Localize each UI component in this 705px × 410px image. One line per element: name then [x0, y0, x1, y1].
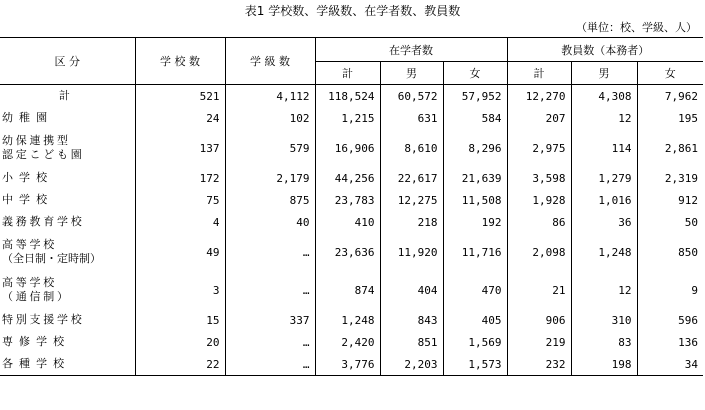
table-cell: 906	[507, 309, 571, 331]
table-cell: 3,776	[315, 353, 380, 376]
table-cell: 44,256	[315, 167, 380, 189]
table-cell: 12,270	[507, 85, 571, 108]
row-label-line: 認定こども園	[2, 148, 85, 161]
table-cell: 521	[135, 85, 225, 108]
table-cell: 22	[135, 353, 225, 376]
row-label-line: （通信制）	[2, 290, 71, 303]
header-students: 在学者数	[315, 38, 507, 62]
table-row	[0, 233, 703, 271]
table-cell: 219	[507, 331, 571, 353]
table-cell: 470	[443, 271, 507, 309]
row-label	[0, 211, 135, 233]
table-cell: 1,279	[571, 167, 637, 189]
table-cell: 1,928	[507, 189, 571, 211]
table-cell: 40	[225, 211, 315, 233]
header-classes: 学 級 数	[225, 38, 315, 85]
table-cell: 851	[380, 331, 443, 353]
header-teachers-female: 女	[637, 62, 703, 85]
table-cell: 912	[637, 189, 703, 211]
table-cell: …	[225, 353, 315, 376]
table-row	[0, 189, 703, 211]
row-label-line: 専修学校	[2, 335, 71, 348]
row-label-line: 義務教育学校	[2, 215, 85, 228]
header-kubun: 区 分	[0, 38, 135, 85]
table-cell: 75	[135, 189, 225, 211]
table-row	[0, 85, 703, 108]
table-cell: 2,319	[637, 167, 703, 189]
table-cell: 21,639	[443, 167, 507, 189]
row-label	[0, 309, 135, 331]
row-label-line: 幼稚園	[2, 111, 54, 124]
row-label	[0, 189, 135, 211]
table-cell: 136	[637, 331, 703, 353]
table-row	[0, 107, 703, 129]
row-label-line: 計	[58, 89, 73, 102]
header-students-male: 男	[380, 62, 443, 85]
table-title: 表1 学校数、学級数、在学者数、教員数	[244, 4, 461, 18]
table-cell: 137	[135, 129, 225, 167]
row-label-line: 高等学校	[2, 238, 57, 251]
table-cell: 118,524	[315, 85, 380, 108]
table-cell: 15	[135, 309, 225, 331]
row-label	[0, 331, 135, 353]
row-label	[0, 271, 135, 309]
table-cell: 579	[225, 129, 315, 167]
table-cell: 1,248	[315, 309, 380, 331]
table-cell: 232	[507, 353, 571, 376]
row-label-line: 小学校	[2, 171, 54, 184]
table-cell: …	[225, 271, 315, 309]
table-cell: 1,573	[443, 353, 507, 376]
table-cell: 404	[380, 271, 443, 309]
table-cell: 23,783	[315, 189, 380, 211]
table-cell: 83	[571, 331, 637, 353]
table-cell: 310	[571, 309, 637, 331]
table-cell: 874	[315, 271, 380, 309]
table-cell: 3,598	[507, 167, 571, 189]
table-cell: 36	[571, 211, 637, 233]
row-label-line: 幼保連携型	[2, 134, 71, 147]
table-row	[0, 331, 703, 353]
table-cell: 2,179	[225, 167, 315, 189]
table-cell: 218	[380, 211, 443, 233]
table-cell: 198	[571, 353, 637, 376]
header-teachers-male: 男	[571, 62, 637, 85]
row-label	[0, 233, 135, 271]
table-cell: 8,610	[380, 129, 443, 167]
table-cell: 114	[571, 129, 637, 167]
row-label-line: 特別支援学校	[2, 313, 85, 326]
table-row	[0, 353, 703, 376]
table-cell: 596	[637, 309, 703, 331]
table-row	[0, 271, 703, 309]
table-cell: 16,906	[315, 129, 380, 167]
table-cell: 24	[135, 107, 225, 129]
table-cell: 49	[135, 233, 225, 271]
table-cell: 7,962	[637, 85, 703, 108]
table-cell: 1,016	[571, 189, 637, 211]
table-cell: 631	[380, 107, 443, 129]
table-cell: 410	[315, 211, 380, 233]
table-cell: 23,636	[315, 233, 380, 271]
table-cell: 11,920	[380, 233, 443, 271]
unit-note: （単位：校、学級、人）	[576, 21, 697, 34]
row-label	[0, 129, 135, 167]
table-cell: 11,508	[443, 189, 507, 211]
table-cell: 4,308	[571, 85, 637, 108]
table-cell: 34	[637, 353, 703, 376]
table-cell: 584	[443, 107, 507, 129]
table-row	[0, 167, 703, 189]
table-body	[0, 85, 703, 376]
table-cell: 2,861	[637, 129, 703, 167]
table-cell: 22,617	[380, 167, 443, 189]
header-schools: 学 校 数	[135, 38, 225, 85]
table-cell: 12	[571, 271, 637, 309]
table-cell: 1,215	[315, 107, 380, 129]
row-label	[0, 353, 135, 376]
table-cell: 3	[135, 271, 225, 309]
row-label	[0, 167, 135, 189]
table-cell: 2,203	[380, 353, 443, 376]
table-cell: 207	[507, 107, 571, 129]
table-cell: 20	[135, 331, 225, 353]
table-cell: 12,275	[380, 189, 443, 211]
table-cell: 86	[507, 211, 571, 233]
table-cell: 850	[637, 233, 703, 271]
header-students-female: 女	[443, 62, 507, 85]
table-cell: 2,420	[315, 331, 380, 353]
table-cell: 8,296	[443, 129, 507, 167]
table-cell: 1,248	[571, 233, 637, 271]
table-cell: 102	[225, 107, 315, 129]
row-label	[0, 85, 135, 108]
row-label-line: 各種学校	[2, 357, 71, 370]
row-label-line: （全日制・定時制）	[2, 252, 101, 265]
table-cell: 4	[135, 211, 225, 233]
table-cell: 9	[637, 271, 703, 309]
table-row	[0, 211, 703, 233]
row-label	[0, 107, 135, 129]
table-cell: 195	[637, 107, 703, 129]
table-cell: 192	[443, 211, 507, 233]
row-label-line: 中学校	[2, 193, 54, 206]
table-cell: 4,112	[225, 85, 315, 108]
table-cell: 843	[380, 309, 443, 331]
table-cell: …	[225, 331, 315, 353]
table-cell: 12	[571, 107, 637, 129]
table-row	[0, 309, 703, 331]
header-students-total: 計	[315, 62, 380, 85]
table-cell: 1,569	[443, 331, 507, 353]
table-cell: 50	[637, 211, 703, 233]
school-statistics-table	[0, 37, 703, 376]
row-label-line: 高等学校	[2, 276, 57, 289]
table-cell: 2,975	[507, 129, 571, 167]
table-cell: 2,098	[507, 233, 571, 271]
table-cell: 337	[225, 309, 315, 331]
table-cell: 405	[443, 309, 507, 331]
header-teachers-total: 計	[507, 62, 571, 85]
header-teachers: 教員数（本務者）	[507, 38, 703, 62]
table-cell: 875	[225, 189, 315, 211]
table-cell: 21	[507, 271, 571, 309]
table-cell: 60,572	[380, 85, 443, 108]
table-row	[0, 129, 703, 167]
table-cell: 57,952	[443, 85, 507, 108]
table-cell: 11,716	[443, 233, 507, 271]
table-cell: 172	[135, 167, 225, 189]
table-cell: …	[225, 233, 315, 271]
